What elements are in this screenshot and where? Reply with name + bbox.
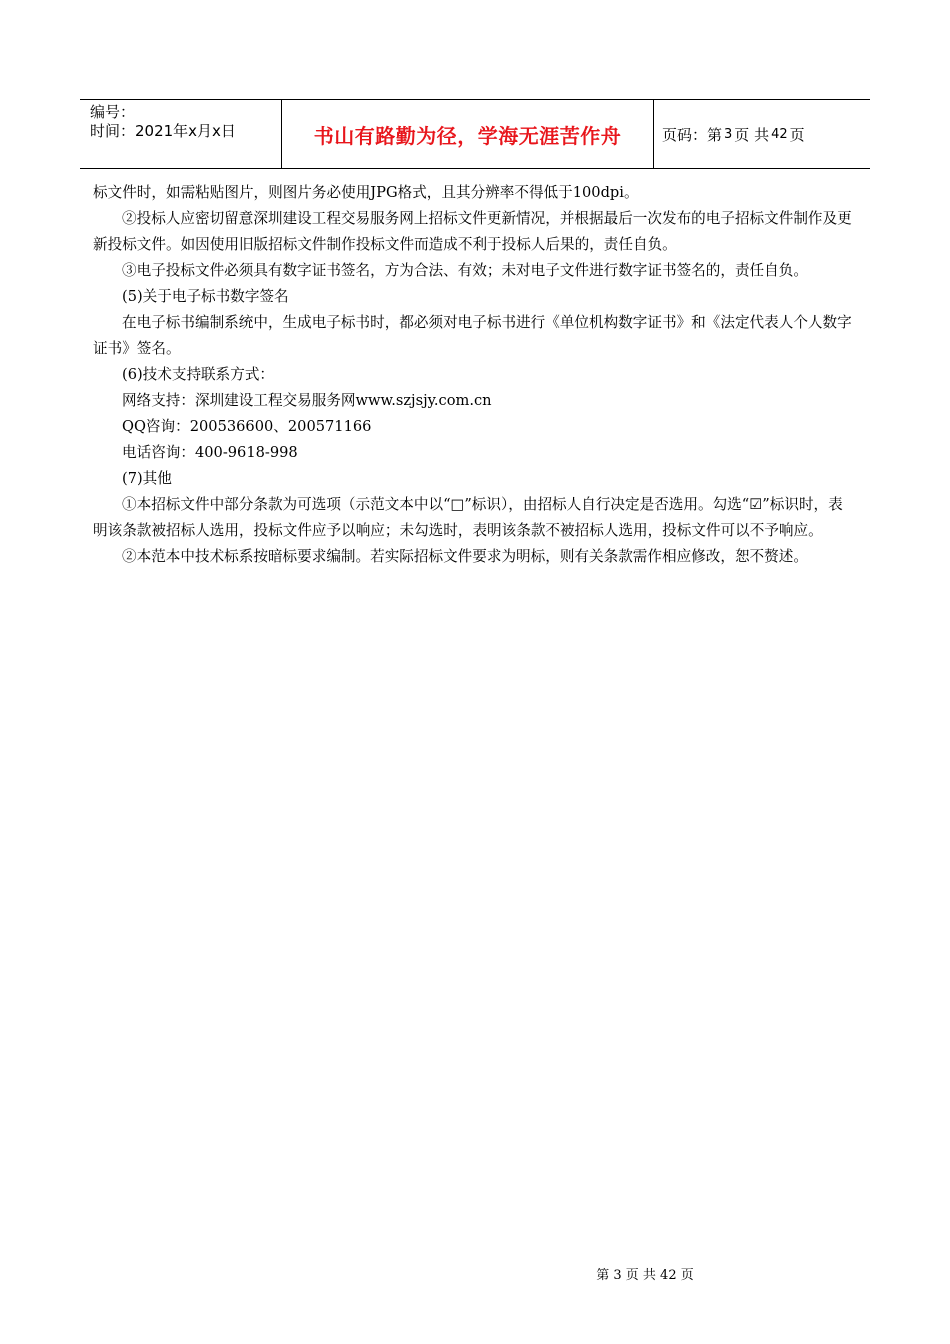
section-heading: (7)其他 (122, 470, 172, 487)
document-body (93, 180, 857, 570)
document-number-label: 编号： (90, 103, 136, 121)
header-motto: 书山有路勤为径，学海无涯苦作舟 (282, 100, 654, 168)
page-prefix: 页码：第 (662, 125, 723, 144)
paragraph: 在电子标书编制系统中，生成电子标书时，都必须对电子标书进行《单位机构数字证书》和《法定代表人个人数字证书》签名。 (93, 314, 852, 357)
document-time-label: 时间：2021年x月x日 (90, 122, 236, 140)
contact-web: 网络支持：深圳建设工程交易服务网www.szjsjy.com.cn (122, 392, 492, 409)
page-footer: 第 3 页 共 42 页 (596, 1268, 694, 1283)
page-total: 42 (771, 126, 788, 142)
page-suffix: 页 (789, 125, 805, 144)
contact-phone: 电话咨询：400-9618-998 (122, 444, 298, 461)
contact-qq: QQ咨询：200536600、200571166 (122, 418, 372, 435)
page-current: 3 (724, 126, 733, 142)
paragraph: 标文件时，如需粘贴图片，则图片务必使用JPG格式，且其分辨率不得低于100dpi。 (93, 184, 639, 201)
paragraph: ③电子投标文件必须具有数字证书签名，方为合法、有效；未对电子文件进行数字证书签名的，责任自负。 (122, 262, 808, 279)
section-heading: (6)技术支持联系方式： (122, 366, 275, 383)
paragraph: ②本范本中技术标系按暗标要求编制。若实际招标文件要求为明标，则有关条款需作相应修改，恕不赘述。 (122, 548, 808, 565)
paragraph: ①本招标文件中部分条款为可选项（示范文本中以“□”标识），由招标人自行决定是否选用。勾选“☑”标识时，表明该条款被招标人选用，投标文件应予以响应；未勾选时，表明该条款不被招标人选用，投标文件可以不予响应。 (93, 496, 843, 539)
header-page-info (654, 100, 870, 168)
section-heading: (5)关于电子标书数字签名 (122, 288, 289, 305)
page-header (80, 99, 870, 169)
header-info (80, 100, 282, 168)
paragraph: ②投标人应密切留意深圳建设工程交易服务网上招标文件更新情况，并根据最后一次发布的电子招标文件制作及更新投标文件。如因使用旧版招标文件制作投标文件而造成不利于投标人后果的，责任自负。 (93, 210, 852, 253)
page-mid: 页 共 (734, 125, 770, 144)
